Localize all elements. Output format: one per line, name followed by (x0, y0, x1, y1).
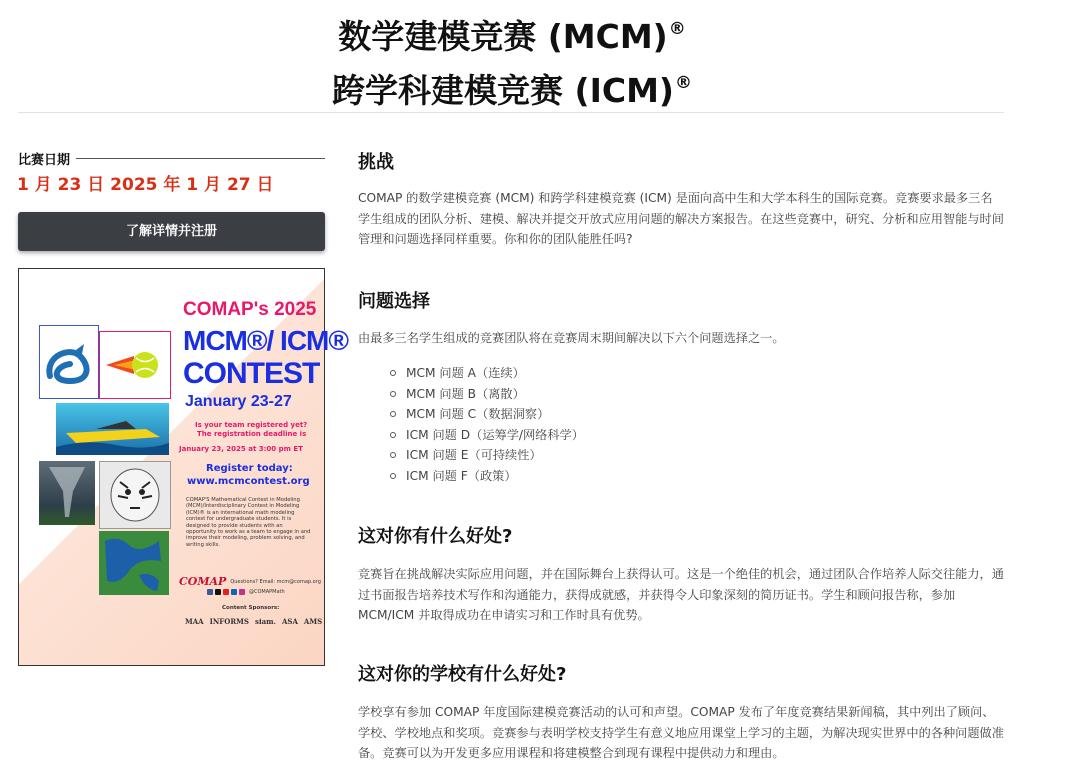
satellite-map-photo (99, 531, 169, 595)
sponsor-logo: MAA (185, 617, 204, 626)
learn-more-register-button[interactable]: 了解详情并注册 (18, 212, 325, 251)
tennis-ball-icon (99, 331, 171, 399)
comap-logo: COMAP (179, 575, 227, 588)
problem-list (388, 363, 584, 486)
facebook-icon (207, 589, 213, 595)
section-heading-problem-choice: 问题选择 (358, 291, 430, 312)
poster-deadline: January 23, 2025 at 3:00 pm ET (179, 445, 303, 453)
registered-mark: ® (675, 73, 692, 93)
title-line-mcm: 数学建模竞赛 (MCM)® (338, 17, 686, 56)
sponsor-logo: INFORMS (209, 617, 249, 626)
poster-question-line1: Is your team registered yet? (195, 421, 308, 429)
title-line-icm: 跨学科建模竞赛 (ICM)® (332, 71, 692, 110)
poster-description: COMAP'S Mathematical Contest in Modeling (MCM)/Interdisciplinary Contest in Modeling (ICM)® is an international math modeling contest for undergraduate students. It is designed to provide students with an opportunity to work as a team to engage in and improve their modeling, problem solving, and writing skills. (186, 497, 311, 548)
page-title (0, 6, 1024, 114)
poster-dates: January 23-27 (185, 393, 292, 410)
contest-date-label: 比赛日期 (18, 153, 71, 168)
section-heading-benefit-school: 这对你的学校有什么好处? (358, 664, 567, 685)
sponsor-logo: ASA (281, 617, 298, 626)
registered-mark: ® (668, 19, 686, 39)
list-item: MCM 问题 A（连续） (388, 363, 584, 384)
list-item: ICM 问题 E（可持续性） (388, 445, 584, 466)
date-divider (76, 158, 325, 159)
section-paragraph-challenge: COMAP 的数学建模竞赛 (MCM) 和跨学科建模竞赛 (ICM) 是面向高中生和大学本科生的国际竞赛。竞赛要求最多三名学生组成的团队分析、建模、解决并提交开放式应用问题的解决方案报告。在这些竞赛中，研究、分析和应用智能与时间管理和问题选择同样重要。你和你的团队能胜任吗? (358, 191, 1004, 246)
x-icon (215, 589, 221, 595)
contest-poster (18, 268, 349, 666)
poster-mcm-icm: MCM®/ ICM® (183, 325, 349, 356)
contest-date-label-row (18, 149, 325, 168)
section-heading-benefit-you: 这对你有什么好处? (358, 526, 513, 547)
poster-question-line2: The registration deadline is (197, 430, 307, 438)
sponsor-logo: siam. (255, 617, 276, 626)
linkedin-icon (231, 589, 237, 595)
section-heading-challenge: 挑战 (358, 152, 394, 173)
section-paragraph-benefit-school: 学校享有参加 COMAP 年度国际建模竞赛活动的认可和声望。COMAP 发布了年度竞赛结果新闻稿，其中列出了顾问、学校、学校地点和奖项。竞赛参与表明学校支持学生有意义地应用课堂上学习的主题，为解决现实世界中的各种问题做准备。竞赛可以为开发更多应用课程和将建模整合到现有课程中提供动力和理由。 (358, 705, 1004, 760)
list-item: MCM 问题 B（离散） (388, 384, 584, 405)
poster-comap-year: COMAP's 2025 (183, 299, 317, 320)
tiger-photo (99, 461, 171, 529)
dragon-icon (39, 325, 99, 399)
speedboat-icon (56, 403, 169, 455)
contest-date-value: 1 月 23 日 2025 年 1 月 27 日 (17, 175, 274, 195)
poster-url: www.mcmcontest.org (187, 476, 310, 487)
list-item: ICM 问题 F（政策） (388, 466, 584, 487)
poster-questions-email: Questions? Email: mcm@comap.org (230, 578, 321, 585)
instagram-icon (239, 589, 245, 595)
list-item: ICM 问题 D（运筹学/网络科学） (388, 425, 584, 446)
poster-contact-row (179, 575, 321, 588)
poster-register-today: Register today: (206, 463, 293, 474)
list-item: MCM 问题 C（数据洞察） (388, 404, 584, 425)
sponsor-logo: AMS (303, 617, 323, 626)
poster-social-row (207, 589, 285, 595)
poster-sponsor-logos (185, 617, 322, 626)
youtube-icon (223, 589, 229, 595)
poster-contest: CONTEST (183, 357, 320, 390)
poster-sponsors-label: Content Sponsors: (222, 605, 280, 611)
section-paragraph-benefit-you: 竞赛旨在挑战解决实际应用问题，并在国际舞台上获得认可。这是一个绝佳的机会，通过团队合作培养人际交往能力，通过书面报告培养技术写作和沟通能力，获得成就感，并获得令人印象深刻的简历证书。学生和顾问报告称，参加 MCM/ICM 并取得成功在申请实习和工作时具有优势。 (358, 567, 1004, 622)
tornado-photo (39, 461, 95, 525)
poster-social-handle: @COMAPMath (249, 589, 285, 595)
section-paragraph-problem-choice: 由最多三名学生组成的竞赛团队将在竞赛周末期间解决以下六个问题选择之一。 (358, 331, 785, 345)
title-divider (18, 112, 1004, 113)
